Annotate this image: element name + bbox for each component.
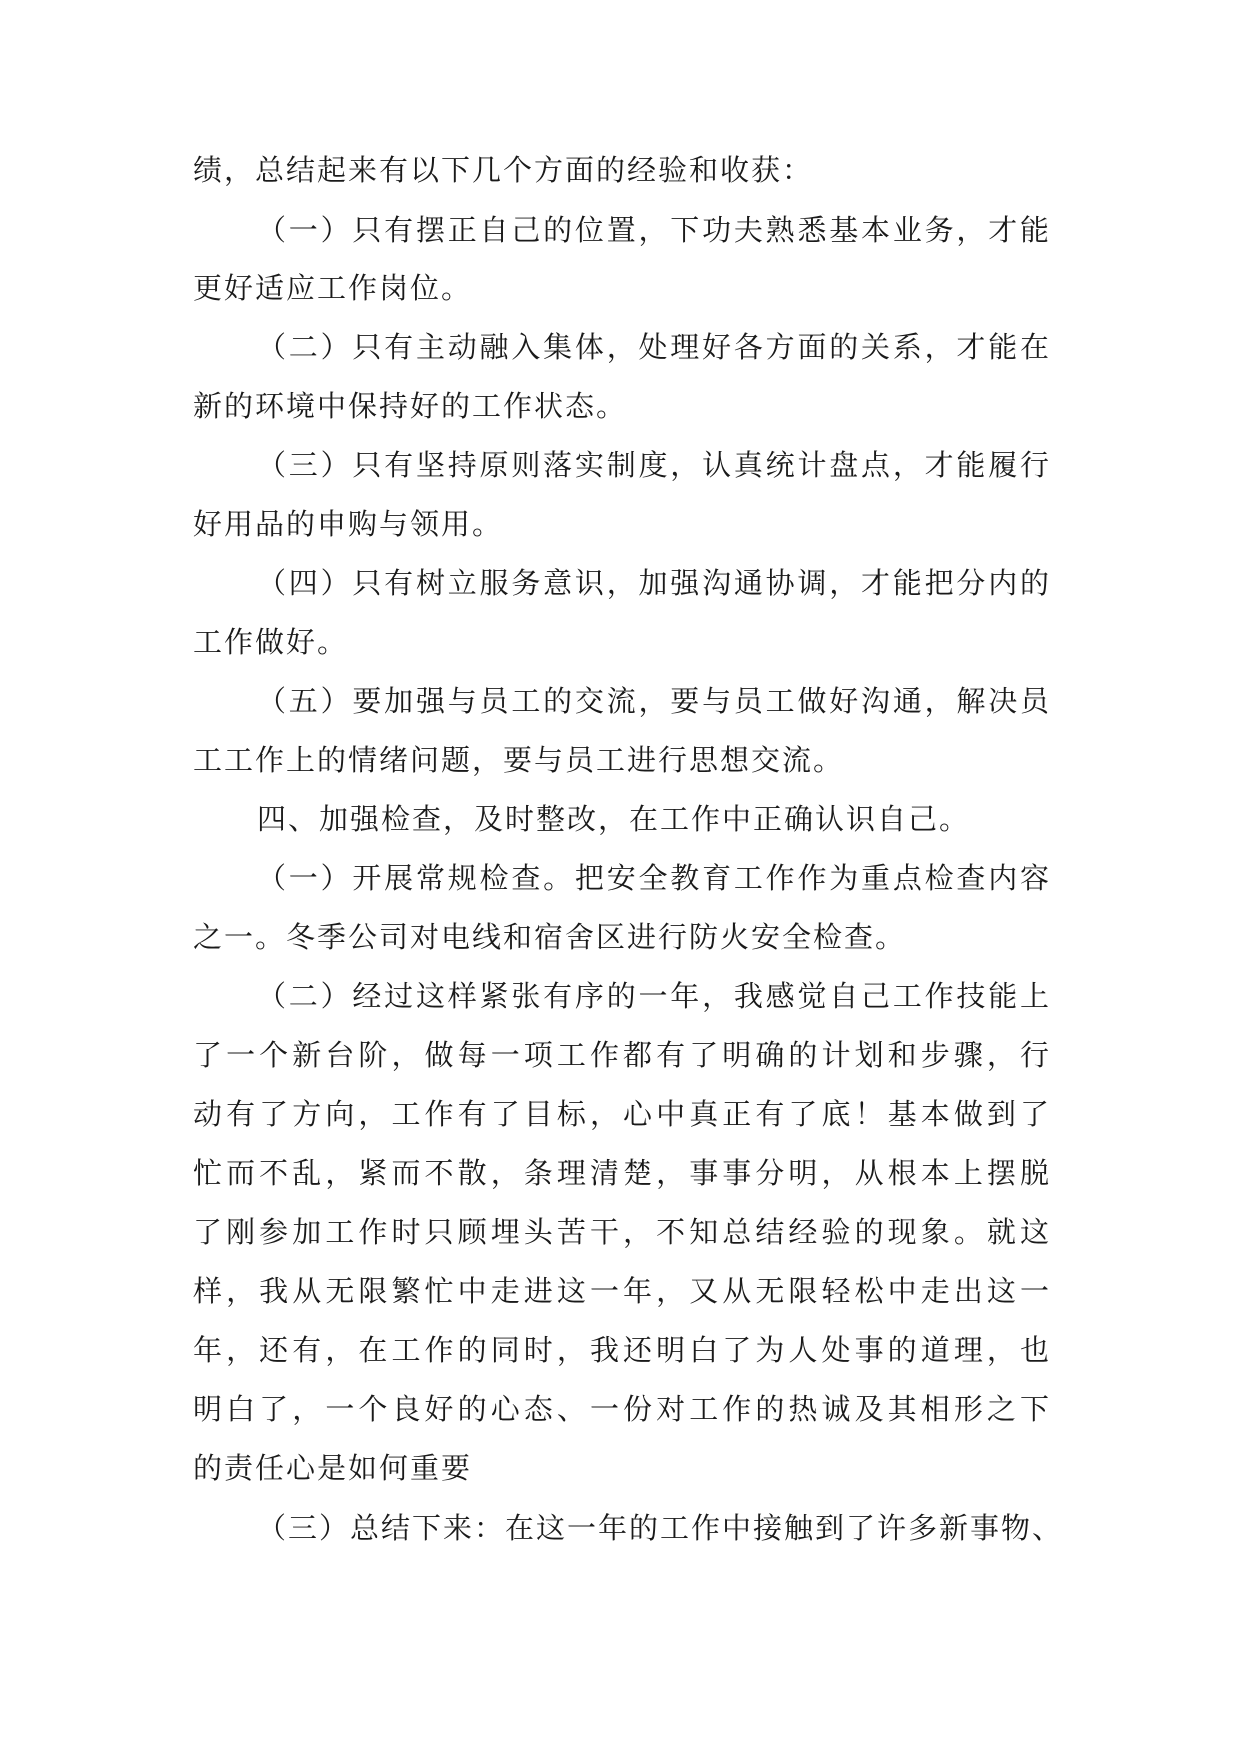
body-text-line: 忙而不乱，紧而不散，条理清楚，事事分明，从根本上摆脱: [193, 1156, 1051, 1190]
body-text-line: 好用品的申购与领用。: [193, 507, 504, 541]
body-text-line: 之一。冬季公司对电线和宿舍区进行防火安全检查。: [193, 920, 907, 954]
body-text-line: 了一个新台阶，做每一项工作都有了明确的计划和步骤，行: [193, 1038, 1051, 1072]
body-text-line: 绩，总结起来有以下几个方面的经验和收获：: [193, 153, 814, 187]
body-text-line: 样，我从无限繁忙中走进这一年，又从无限轻松中走出这一: [193, 1274, 1051, 1308]
body-text-line: 新的环境中保持好的工作状态。: [193, 389, 628, 423]
body-text-line: （一）开展常规检查。把安全教育工作作为重点检查内容: [257, 861, 1051, 895]
body-text-line: （二）只有主动融入集体，处理好各方面的关系，才能在: [257, 330, 1051, 364]
body-text-line: （一）只有摆正自己的位置，下功夫熟悉基本业务，才能: [257, 213, 1051, 247]
section-heading: 四、加强检查，及时整改，在工作中正确认识自己。: [257, 802, 971, 836]
body-text-line: （三）总结下来：在这一年的工作中接触到了许多新事物、: [257, 1511, 1064, 1545]
body-text-line: 工作做好。: [193, 625, 349, 659]
body-text-line: 的责任心是如何重要: [193, 1451, 473, 1485]
body-text-line: （三）只有坚持原则落实制度，认真统计盘点，才能履行: [257, 448, 1051, 482]
body-text-line: （五）要加强与员工的交流，要与员工做好沟通，解决员: [257, 684, 1051, 718]
body-text-line: 年，还有，在工作的同时，我还明白了为人处事的道理，也: [193, 1333, 1051, 1367]
body-text-line: 明白了，一个良好的心态、一份对工作的热诚及其相形之下: [193, 1392, 1051, 1426]
body-text-line: 更好适应工作岗位。: [193, 271, 473, 305]
body-text-line: 了刚参加工作时只顾埋头苦干，不知总结经验的现象。就这: [193, 1215, 1051, 1249]
body-text-line: 工工作上的情绪问题，要与员工进行思想交流。: [193, 743, 845, 777]
body-text-line: （二）经过这样紧张有序的一年，我感觉自己工作技能上: [257, 979, 1051, 1013]
body-text-line: 动有了方向，工作有了目标，心中真正有了底！基本做到了: [193, 1097, 1051, 1131]
body-text-line: （四）只有树立服务意识，加强沟通协调，才能把分内的: [257, 566, 1051, 600]
